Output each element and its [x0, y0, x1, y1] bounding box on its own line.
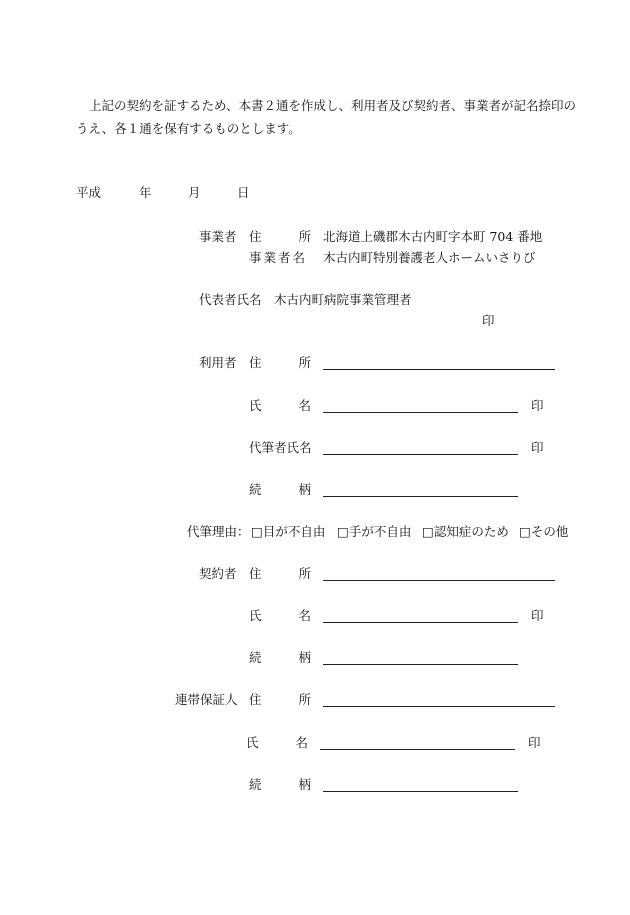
user-address-label: [249, 355, 311, 371]
date-era: 平成: [76, 185, 102, 200]
option-label: 目が不自由: [262, 524, 326, 539]
guarantor-address-field[interactable]: [323, 706, 555, 707]
label-char: 名: [298, 398, 311, 413]
user-relation-field[interactable]: [323, 496, 518, 497]
label-char: 住: [249, 566, 262, 581]
label-char: 氏: [249, 608, 262, 623]
business-seal-mark: 印: [482, 313, 495, 328]
label-char: 柄: [298, 777, 311, 792]
guarantor-name-field[interactable]: [320, 749, 515, 750]
business-name-label: 事業者名: [249, 250, 308, 265]
user-proxy-label: 代筆者氏名: [249, 440, 312, 455]
label-char: 住: [249, 692, 262, 707]
intro-line-2: うえ、各１通を保有するものとします。: [76, 121, 301, 136]
label-char: 所: [298, 229, 311, 244]
user-name-label: [249, 398, 311, 414]
label-char: 続: [249, 482, 262, 497]
label-char: 名: [298, 608, 311, 623]
guarantor-relation-label: [249, 777, 311, 793]
date-month-label: 月: [188, 185, 201, 200]
user-relation-label: [249, 482, 311, 498]
label-char: 続: [249, 777, 262, 792]
proxy-reason-option-4[interactable]: [519, 524, 568, 540]
checkbox-icon[interactable]: □: [422, 524, 434, 539]
user-role: 利用者: [199, 355, 237, 370]
business-name-value: 木古内町特別養護老人ホームいさりび: [323, 250, 536, 265]
label-char: 柄: [298, 482, 311, 497]
date-year-label: 年: [139, 185, 152, 200]
label-char: 柄: [298, 650, 311, 665]
business-role: 事業者: [199, 229, 237, 244]
label-char: 氏: [249, 398, 262, 413]
label-char: 住: [249, 355, 262, 370]
contractor-name-label: [249, 608, 311, 624]
business-address-value: 北海道上磯郡木古内町字本町 704 番地: [323, 229, 543, 244]
checkbox-icon[interactable]: □: [337, 524, 349, 539]
business-rep-value: 木古内町病院事業管理者: [274, 292, 412, 307]
date-day-label: 日: [237, 185, 250, 200]
guarantor-name-label: [246, 735, 308, 751]
checkbox-icon[interactable]: □: [251, 524, 263, 539]
label-char: 続: [249, 650, 262, 665]
label-char: 住: [249, 229, 262, 244]
label-char: 所: [298, 692, 311, 707]
user-proxy-field[interactable]: [323, 454, 518, 455]
proxy-reason-option-1[interactable]: [251, 524, 325, 540]
contractor-address-field[interactable]: [323, 580, 555, 581]
contractor-relation-field[interactable]: [323, 664, 518, 665]
option-label: 認知症のため: [433, 524, 509, 539]
intro-line-1: 上記の契約を証するため、本書２通を作成し、利用者及び契約者、事業者が記名捺印の: [89, 98, 577, 113]
business-address-label: [249, 229, 311, 245]
contractor-role: 契約者: [199, 566, 237, 581]
option-label: その他: [530, 524, 569, 539]
user-proxy-seal: 印: [531, 440, 544, 455]
label-char: 所: [298, 566, 311, 581]
contractor-relation-label: [249, 650, 311, 666]
user-name-field[interactable]: [323, 412, 518, 413]
guarantor-address-label: [249, 692, 311, 708]
guarantor-name-seal: 印: [528, 735, 541, 750]
label-char: 氏: [246, 735, 259, 750]
business-rep-label: 代表者氏名: [199, 292, 262, 307]
guarantor-role: 連帯保証人: [175, 692, 238, 707]
guarantor-relation-field[interactable]: [323, 791, 518, 792]
contractor-address-label: [249, 566, 311, 582]
label-char: 所: [298, 355, 311, 370]
user-name-seal: 印: [531, 398, 544, 413]
label-char: 名: [295, 735, 308, 750]
contractor-name-field[interactable]: [323, 622, 518, 623]
contractor-name-seal: 印: [531, 608, 544, 623]
proxy-reason-option-3[interactable]: [422, 524, 509, 540]
user-address-field[interactable]: [323, 369, 555, 370]
checkbox-icon[interactable]: □: [519, 524, 531, 539]
proxy-reason-label: 代筆理由：: [187, 524, 250, 539]
option-label: 手が不自由: [348, 524, 412, 539]
proxy-reason-option-2[interactable]: [337, 524, 411, 540]
